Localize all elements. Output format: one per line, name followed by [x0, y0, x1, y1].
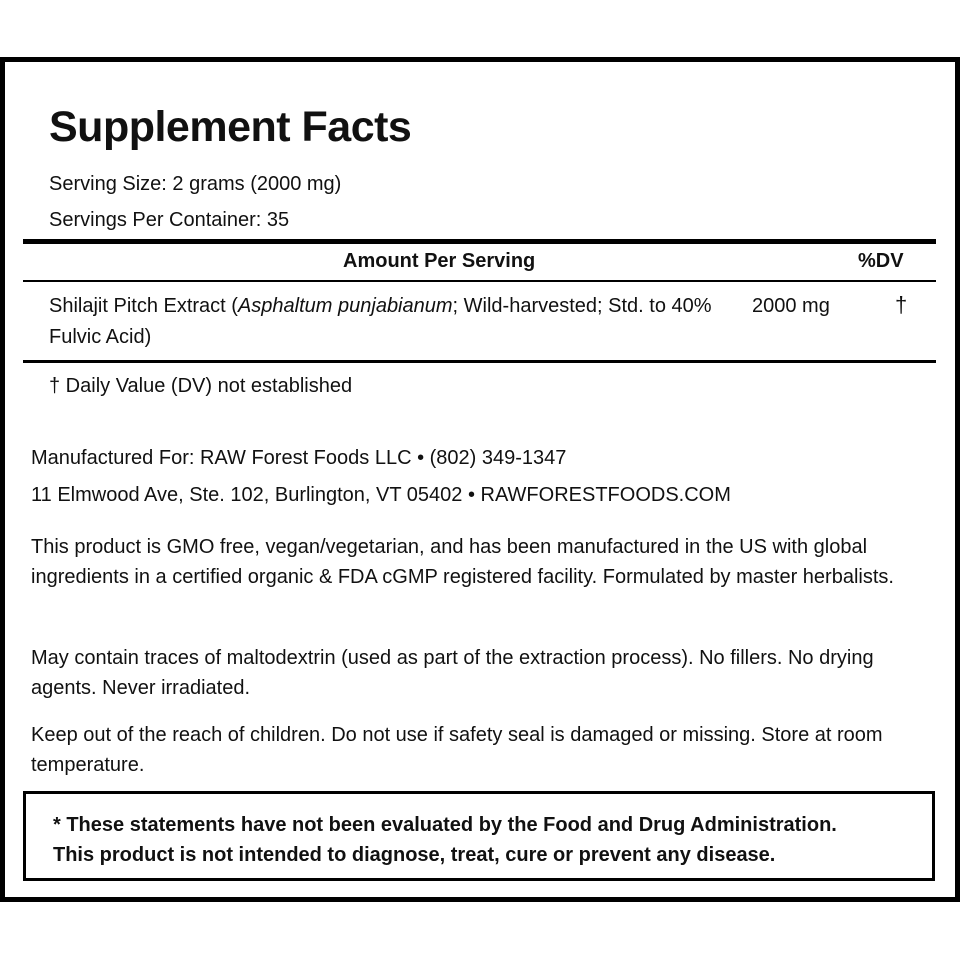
- amount-per-serving-header: Amount Per Serving: [343, 250, 536, 272]
- serving-size: Serving Size: 2 grams (2000 mg): [49, 173, 342, 195]
- fda-disclaimer-box: [23, 791, 935, 881]
- ingredient-latin-name: Asphaltum punjabianum: [237, 295, 453, 317]
- storage-statement: Keep out of the reach of children. Do not use if safety seal is damaged or missing. Store at room temperature.: [31, 724, 883, 776]
- fda-disclaimer-line-2: This product is not intended to diagnose, treat, cure or prevent any disease.: [53, 844, 776, 866]
- bottom-rule: [23, 360, 936, 363]
- ingredient-name-prefix: Shilajit Pitch Extract (: [49, 295, 238, 317]
- ingredient-name-suffix: ; Wild-harvested; Std. to 40% Fulvic Acid): [49, 295, 712, 348]
- fda-disclaimer-line-1: * These statements have not been evaluated by the Food and Drug Administration.: [53, 814, 837, 836]
- address-line: 11 Elmwood Ave, Ste. 102, Burlington, VT 05402 • RAWFORESTFOODS.COM: [31, 484, 731, 506]
- traces-statement: May contain traces of maltodextrin (used as part of the extraction process). No fillers. No drying agents. Never irradiated.: [31, 647, 874, 699]
- ingredient-dv: †: [895, 292, 908, 317]
- dv-footnote: † Daily Value (DV) not established: [49, 375, 353, 397]
- gmo-statement: This product is GMO free, vegan/vegetarian, and has been manufactured in the US with global ingredients in a certified organic & FDA cGMP registered facility. Formulated by master herbalists.: [31, 536, 894, 588]
- header-rule: [23, 280, 936, 282]
- supplement-facts-title: Supplement Facts: [49, 103, 412, 151]
- ingredient-name: [49, 291, 739, 353]
- thick-rule: [23, 239, 936, 244]
- manufacturer-line: Manufactured For: RAW Forest Foods LLC • (802) 349-1347: [31, 447, 567, 469]
- fda-disclaimer: [53, 810, 837, 870]
- servings-per-container: Servings Per Container: 35: [49, 209, 290, 231]
- ingredient-amount: 2000 mg: [752, 295, 830, 317]
- daily-value-header: %DV: [858, 250, 904, 272]
